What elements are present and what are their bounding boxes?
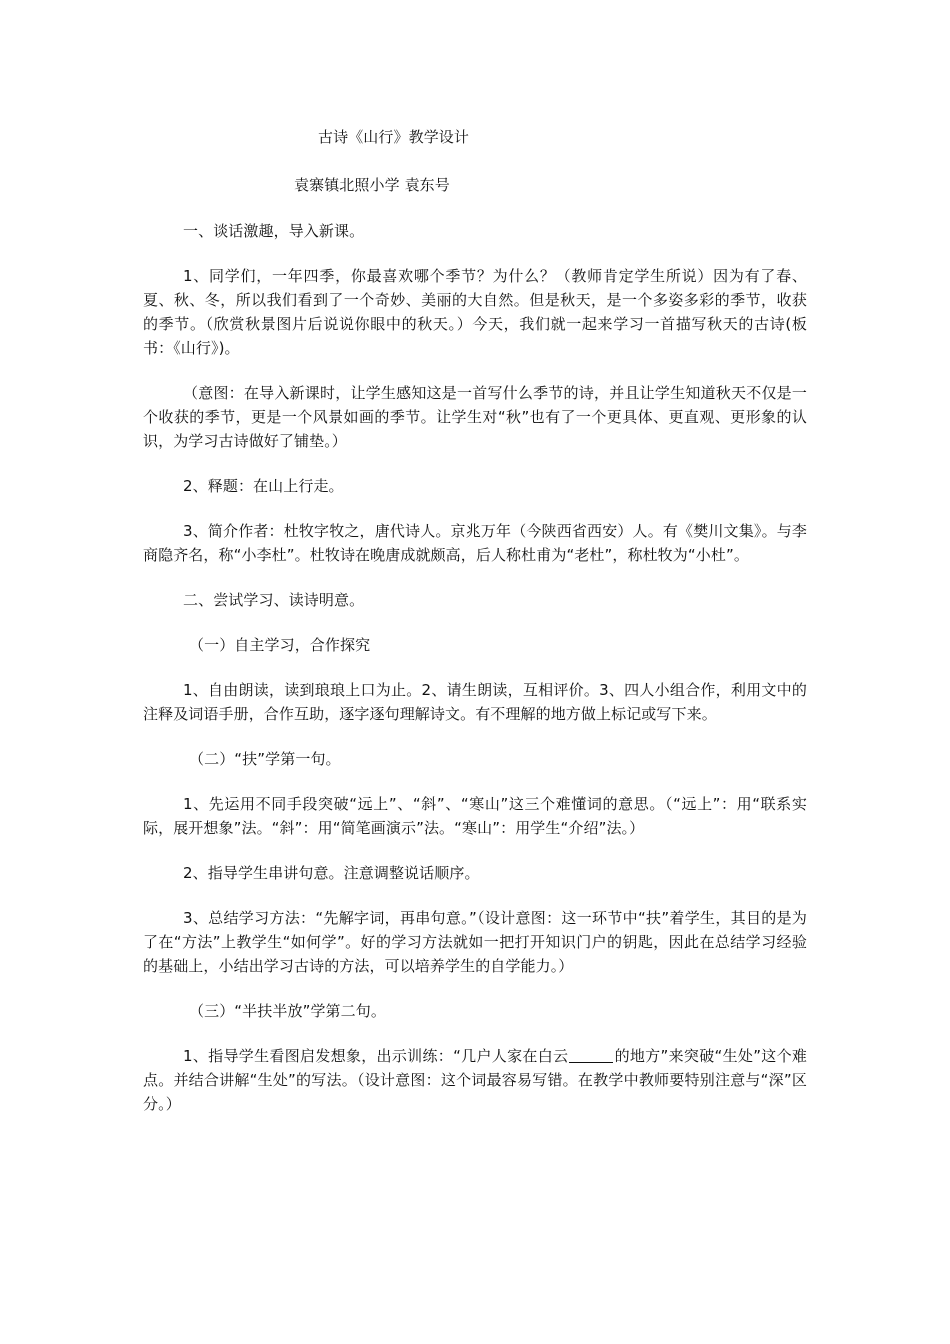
fill-in-blank (569, 1046, 613, 1063)
paragraph-text-before-blank: 1、指导学生看图启发想象，出示训练：“几户人家在白云 (183, 1047, 569, 1065)
document-body (143, 124, 807, 1137)
document-author: 袁寨镇北照小学 袁东号 (294, 176, 450, 194)
subsection-heading-3: （三）“半扶半放”学第二句。 (189, 1002, 386, 1020)
paragraph-text-after-blank: 的地方”来突破“生处”这个难点。并结合讲解“生处”的写法。（设计意图：这个词最容易写错。在教学中教师要特别注意与“深”区分。） (143, 1047, 807, 1113)
document-title: 古诗《山行》教学设计 (318, 128, 470, 146)
subsection-heading-2: （二）“扶”学第一句。 (189, 750, 341, 768)
paragraph-intro-question: 1、同学们，一年四季，你最喜欢哪个季节？为什么？（教师肯定学生所说）因为有了春、夏、秋、冬，所以我们看到了一个奇妙、美丽的大自然。但是秋天，是一个多姿多彩的季节，收获的季节。（欣赏秋景图片后说说你眼中的秋天。）今天，我们就一起来学习一首描写秋天的古诗(板书：《山行》)。 (143, 267, 807, 357)
paragraph-author-intro: 3、简介作者：杜牧字牧之，唐代诗人。京兆万年（今陕西省西安）人。有《樊川文集》。与李商隐齐名，称“小李杜”。杜牧诗在晚唐成就颇高，后人称杜甫为“老杜”，称杜牧为“小杜”。 (143, 522, 807, 564)
section-heading-1: 一、谈话激趣，导入新课。 (183, 222, 365, 240)
subsection-heading-1: （一）自主学习，合作探究 (189, 636, 371, 654)
section-heading-2: 二、尝试学习、读诗明意。 (183, 591, 365, 609)
paragraph-title-explanation: 2、释题：在山上行走。 (183, 477, 344, 495)
paragraph-difficult-words: 1、先运用不同手段突破“远上”、“斜”、“寒山”这三个难懂词的意思。（“远上”：用“联系实际，展开想象”法。“斜”：用“简笔画演示”法。“寒山”：用学生“介绍”法。） (143, 795, 807, 837)
paragraph-learning-method: 3、总结学习方法：“先解字词，再串句意。”（设计意图：这一环节中“扶”着学生，其目的是为了在“方法”上教学生“如何学”。好的学习方法就如一把打开知识门户的钥匙，因此在总结学习经验的基础上，小结出学习古诗的方法，可以培养学生的自学能力。） (143, 909, 807, 975)
paragraph-sentence-meaning: 2、指导学生串讲句意。注意调整说话顺序。 (183, 864, 480, 882)
paragraph-self-study: 1、自由朗读，读到琅琅上口为止。2、请生朗读，互相评价。3、四人小组合作，利用文中的注释及词语手册，合作互助，逐字逐句理解诗文。有不理解的地方做上标记或写下来。 (143, 681, 807, 723)
paragraph-intent-note: （意图：在导入新课时，让学生感知这是一首写什么季节的诗，并且让学生知道秋天不仅是一个收获的季节，更是一个风景如画的季节。让学生对“秋”也有了一个更具体、更直观、更形象的认识，为学习古诗做好了铺垫。） (143, 384, 807, 450)
paragraph-picture-training (143, 1044, 807, 1116)
